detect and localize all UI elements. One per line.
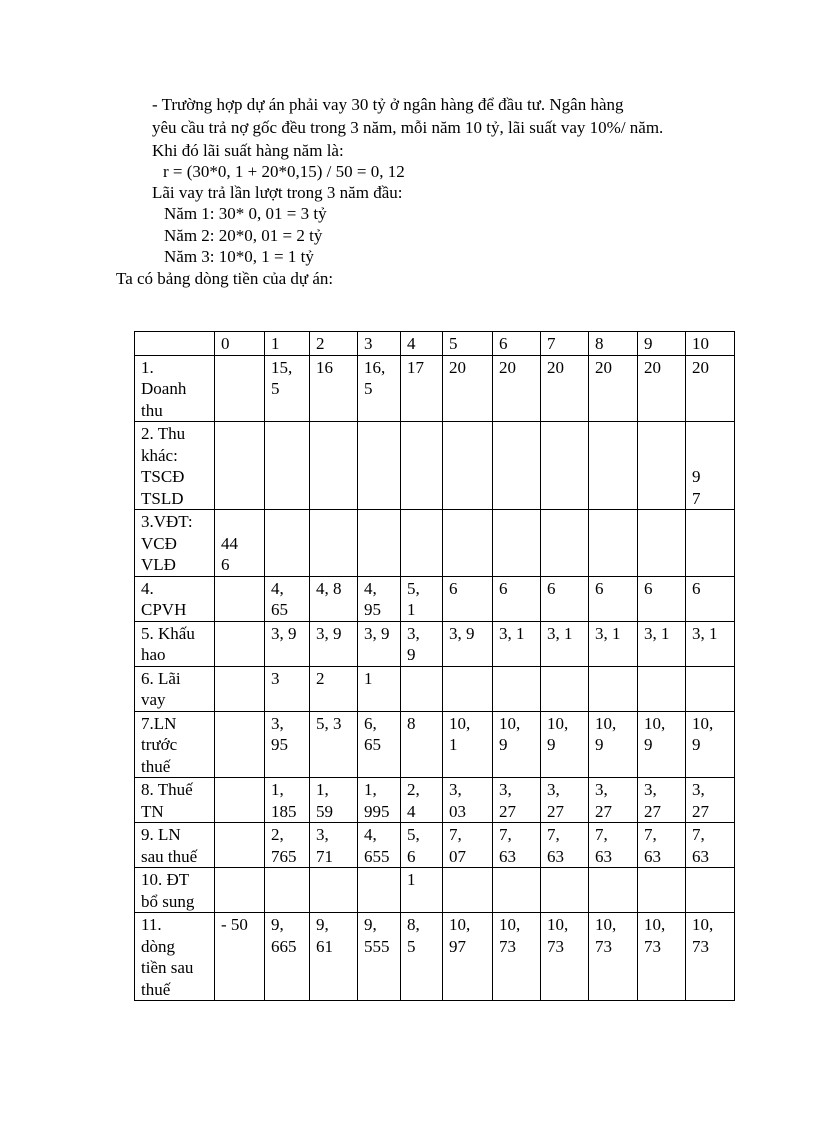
row-label-cell: 3.VĐT: VCĐ VLĐ: [135, 510, 215, 577]
value-cell: [401, 422, 443, 510]
value-cell: 2: [310, 666, 358, 711]
header-cell: 7: [541, 332, 589, 356]
row-label-cell: 10. ĐT bổ sung: [135, 868, 215, 913]
table-row: [135, 621, 735, 666]
row-label-cell: 1. Doanh thu: [135, 355, 215, 422]
value-cell: [686, 868, 735, 913]
value-cell: 6: [493, 576, 541, 621]
value-cell: 7, 63: [493, 823, 541, 868]
value-cell: 5, 3: [310, 711, 358, 778]
row-label-cell: 6. Lãi vay: [135, 666, 215, 711]
header-cell: 4: [401, 332, 443, 356]
value-cell: 3, 27: [686, 778, 735, 823]
header-cell: 6: [493, 332, 541, 356]
intro-line-interest-title: Lãi vay trả lần lượt trong 3 năm đầu:: [152, 183, 403, 202]
value-cell: 17: [401, 355, 443, 422]
value-cell: 4, 8: [310, 576, 358, 621]
value-cell: 3, 9: [401, 621, 443, 666]
value-cell: 15, 5: [265, 355, 310, 422]
value-cell: [493, 510, 541, 577]
value-cell: [443, 666, 493, 711]
value-cell: 3, 1: [541, 621, 589, 666]
value-cell: 3, 1: [638, 621, 686, 666]
value-cell: 3, 27: [493, 778, 541, 823]
value-cell: 20: [589, 355, 638, 422]
value-cell: 5, 6: [401, 823, 443, 868]
value-cell: [310, 868, 358, 913]
value-cell: 20: [638, 355, 686, 422]
value-cell: [638, 510, 686, 577]
value-cell: 3, 95: [265, 711, 310, 778]
value-cell: 3, 27: [541, 778, 589, 823]
row-label-cell: 8. Thuế TN: [135, 778, 215, 823]
table-row: [135, 868, 735, 913]
value-cell: [589, 666, 638, 711]
value-cell: [589, 868, 638, 913]
intro-line-year3: Năm 3: 10*0, 1 = 1 tỷ: [164, 247, 314, 266]
value-cell: 3, 1: [686, 621, 735, 666]
value-cell: [215, 355, 265, 422]
value-cell: 10, 73: [589, 913, 638, 1001]
value-cell: [443, 868, 493, 913]
value-cell: 3, 9: [310, 621, 358, 666]
value-cell: 6: [638, 576, 686, 621]
value-cell: [401, 666, 443, 711]
value-cell: [443, 422, 493, 510]
header-cell: 10: [686, 332, 735, 356]
table-row: [135, 778, 735, 823]
value-cell: 10, 9: [638, 711, 686, 778]
value-cell: 7, 07: [443, 823, 493, 868]
value-cell: [686, 666, 735, 711]
value-cell: 20: [686, 355, 735, 422]
value-cell: [358, 868, 401, 913]
value-cell: 3, 27: [589, 778, 638, 823]
intro-line-year1: Năm 1: 30* 0, 01 = 3 tỷ: [164, 204, 327, 223]
row-label-cell: 11. dòng tiền sau thuế: [135, 913, 215, 1001]
value-cell: 3: [265, 666, 310, 711]
intro-line-loan: - Trường hợp dự án phải vay 30 tỷ ở ngân hàng để đầu tư. Ngân hàng: [152, 95, 624, 114]
value-cell: 10, 1: [443, 711, 493, 778]
value-cell: [638, 666, 686, 711]
header-cell: 2: [310, 332, 358, 356]
value-cell: [215, 576, 265, 621]
value-cell: 3, 03: [443, 778, 493, 823]
value-cell: 10, 9: [541, 711, 589, 778]
header-cell: 9: [638, 332, 686, 356]
intro-line-repayment: yêu cầu trả nợ gốc đều trong 3 năm, mỗi năm 10 tỷ, lãi suất vay 10%/ năm.: [152, 118, 664, 137]
value-cell: 20: [541, 355, 589, 422]
value-cell: 9, 61: [310, 913, 358, 1001]
value-cell: [358, 422, 401, 510]
table-row: [135, 913, 735, 1001]
value-cell: [215, 823, 265, 868]
value-cell: - 50: [215, 913, 265, 1001]
value-cell: 4, 655: [358, 823, 401, 868]
value-cell: [310, 510, 358, 577]
value-cell: [215, 868, 265, 913]
table-row: [135, 355, 735, 422]
value-cell: [493, 422, 541, 510]
value-cell: 9 7: [686, 422, 735, 510]
value-cell: 9, 665: [265, 913, 310, 1001]
value-cell: [493, 868, 541, 913]
table-row: [135, 422, 735, 510]
value-cell: 1, 59: [310, 778, 358, 823]
header-cell: 3: [358, 332, 401, 356]
intro-line-rate-formula: r = (30*0, 1 + 20*0,15) / 50 = 0, 12: [163, 162, 405, 181]
table-caption: Ta có bảng dòng tiền của dự án:: [116, 269, 334, 288]
value-cell: [265, 510, 310, 577]
value-cell: [443, 510, 493, 577]
value-cell: 4, 95: [358, 576, 401, 621]
value-cell: 6, 65: [358, 711, 401, 778]
value-cell: [541, 868, 589, 913]
table-row: [135, 666, 735, 711]
value-cell: [541, 510, 589, 577]
value-cell: 9, 555: [358, 913, 401, 1001]
value-cell: 1, 995: [358, 778, 401, 823]
value-cell: 2, 4: [401, 778, 443, 823]
value-cell: 3, 71: [310, 823, 358, 868]
value-cell: 7, 63: [541, 823, 589, 868]
value-cell: 10, 73: [686, 913, 735, 1001]
row-label-cell: 9. LN sau thuế: [135, 823, 215, 868]
value-cell: [265, 868, 310, 913]
value-cell: 10, 73: [541, 913, 589, 1001]
value-cell: 3, 1: [589, 621, 638, 666]
table-row: [135, 711, 735, 778]
value-cell: 1: [401, 868, 443, 913]
value-cell: 10, 9: [686, 711, 735, 778]
value-cell: 16, 5: [358, 355, 401, 422]
value-cell: [215, 778, 265, 823]
value-cell: [589, 510, 638, 577]
value-cell: 16: [310, 355, 358, 422]
value-cell: [638, 422, 686, 510]
header-cell: 1: [265, 332, 310, 356]
value-cell: [215, 666, 265, 711]
value-cell: 6: [443, 576, 493, 621]
value-cell: 4, 65: [265, 576, 310, 621]
row-label-cell: 2. Thu khác: TSCĐ TSLD: [135, 422, 215, 510]
header-cell: 5: [443, 332, 493, 356]
value-cell: [541, 666, 589, 711]
value-cell: [493, 666, 541, 711]
value-cell: [215, 711, 265, 778]
value-cell: [589, 422, 638, 510]
value-cell: 10, 73: [638, 913, 686, 1001]
value-cell: 5, 1: [401, 576, 443, 621]
cash-flow-table: [134, 331, 735, 1001]
value-cell: 10, 97: [443, 913, 493, 1001]
value-cell: 6: [589, 576, 638, 621]
header-cell: 0: [215, 332, 265, 356]
value-cell: 3, 1: [493, 621, 541, 666]
value-cell: 3, 9: [265, 621, 310, 666]
table-row: [135, 510, 735, 577]
value-cell: 8: [401, 711, 443, 778]
intro-line-year2: Năm 2: 20*0, 01 = 2 tỷ: [164, 226, 323, 245]
table-row: [135, 823, 735, 868]
value-cell: 1: [358, 666, 401, 711]
value-cell: [215, 621, 265, 666]
intro-line-rate-title: Khi đó lãi suất hàng năm là:: [152, 141, 344, 160]
value-cell: [401, 510, 443, 577]
value-cell: [541, 422, 589, 510]
value-cell: 8, 5: [401, 913, 443, 1001]
value-cell: 10, 9: [493, 711, 541, 778]
value-cell: [215, 422, 265, 510]
value-cell: 10, 9: [589, 711, 638, 778]
value-cell: [265, 422, 310, 510]
value-cell: 7, 63: [589, 823, 638, 868]
row-label-cell: 4. CPVH: [135, 576, 215, 621]
value-cell: 6: [541, 576, 589, 621]
value-cell: [686, 510, 735, 577]
row-label-cell: 5. Khấu hao: [135, 621, 215, 666]
header-cell: [135, 332, 215, 356]
value-cell: 10, 73: [493, 913, 541, 1001]
value-cell: 3, 9: [443, 621, 493, 666]
row-label-cell: 7.LN trước thuế: [135, 711, 215, 778]
table-header-row: [135, 332, 735, 356]
header-cell: 8: [589, 332, 638, 356]
value-cell: 20: [493, 355, 541, 422]
value-cell: 6: [686, 576, 735, 621]
value-cell: 3, 27: [638, 778, 686, 823]
value-cell: 2, 765: [265, 823, 310, 868]
value-cell: 1, 185: [265, 778, 310, 823]
value-cell: [358, 510, 401, 577]
value-cell: 44 6: [215, 510, 265, 577]
value-cell: 7, 63: [638, 823, 686, 868]
value-cell: [310, 422, 358, 510]
value-cell: 3, 9: [358, 621, 401, 666]
table-row: [135, 576, 735, 621]
value-cell: [638, 868, 686, 913]
value-cell: 7, 63: [686, 823, 735, 868]
value-cell: 20: [443, 355, 493, 422]
